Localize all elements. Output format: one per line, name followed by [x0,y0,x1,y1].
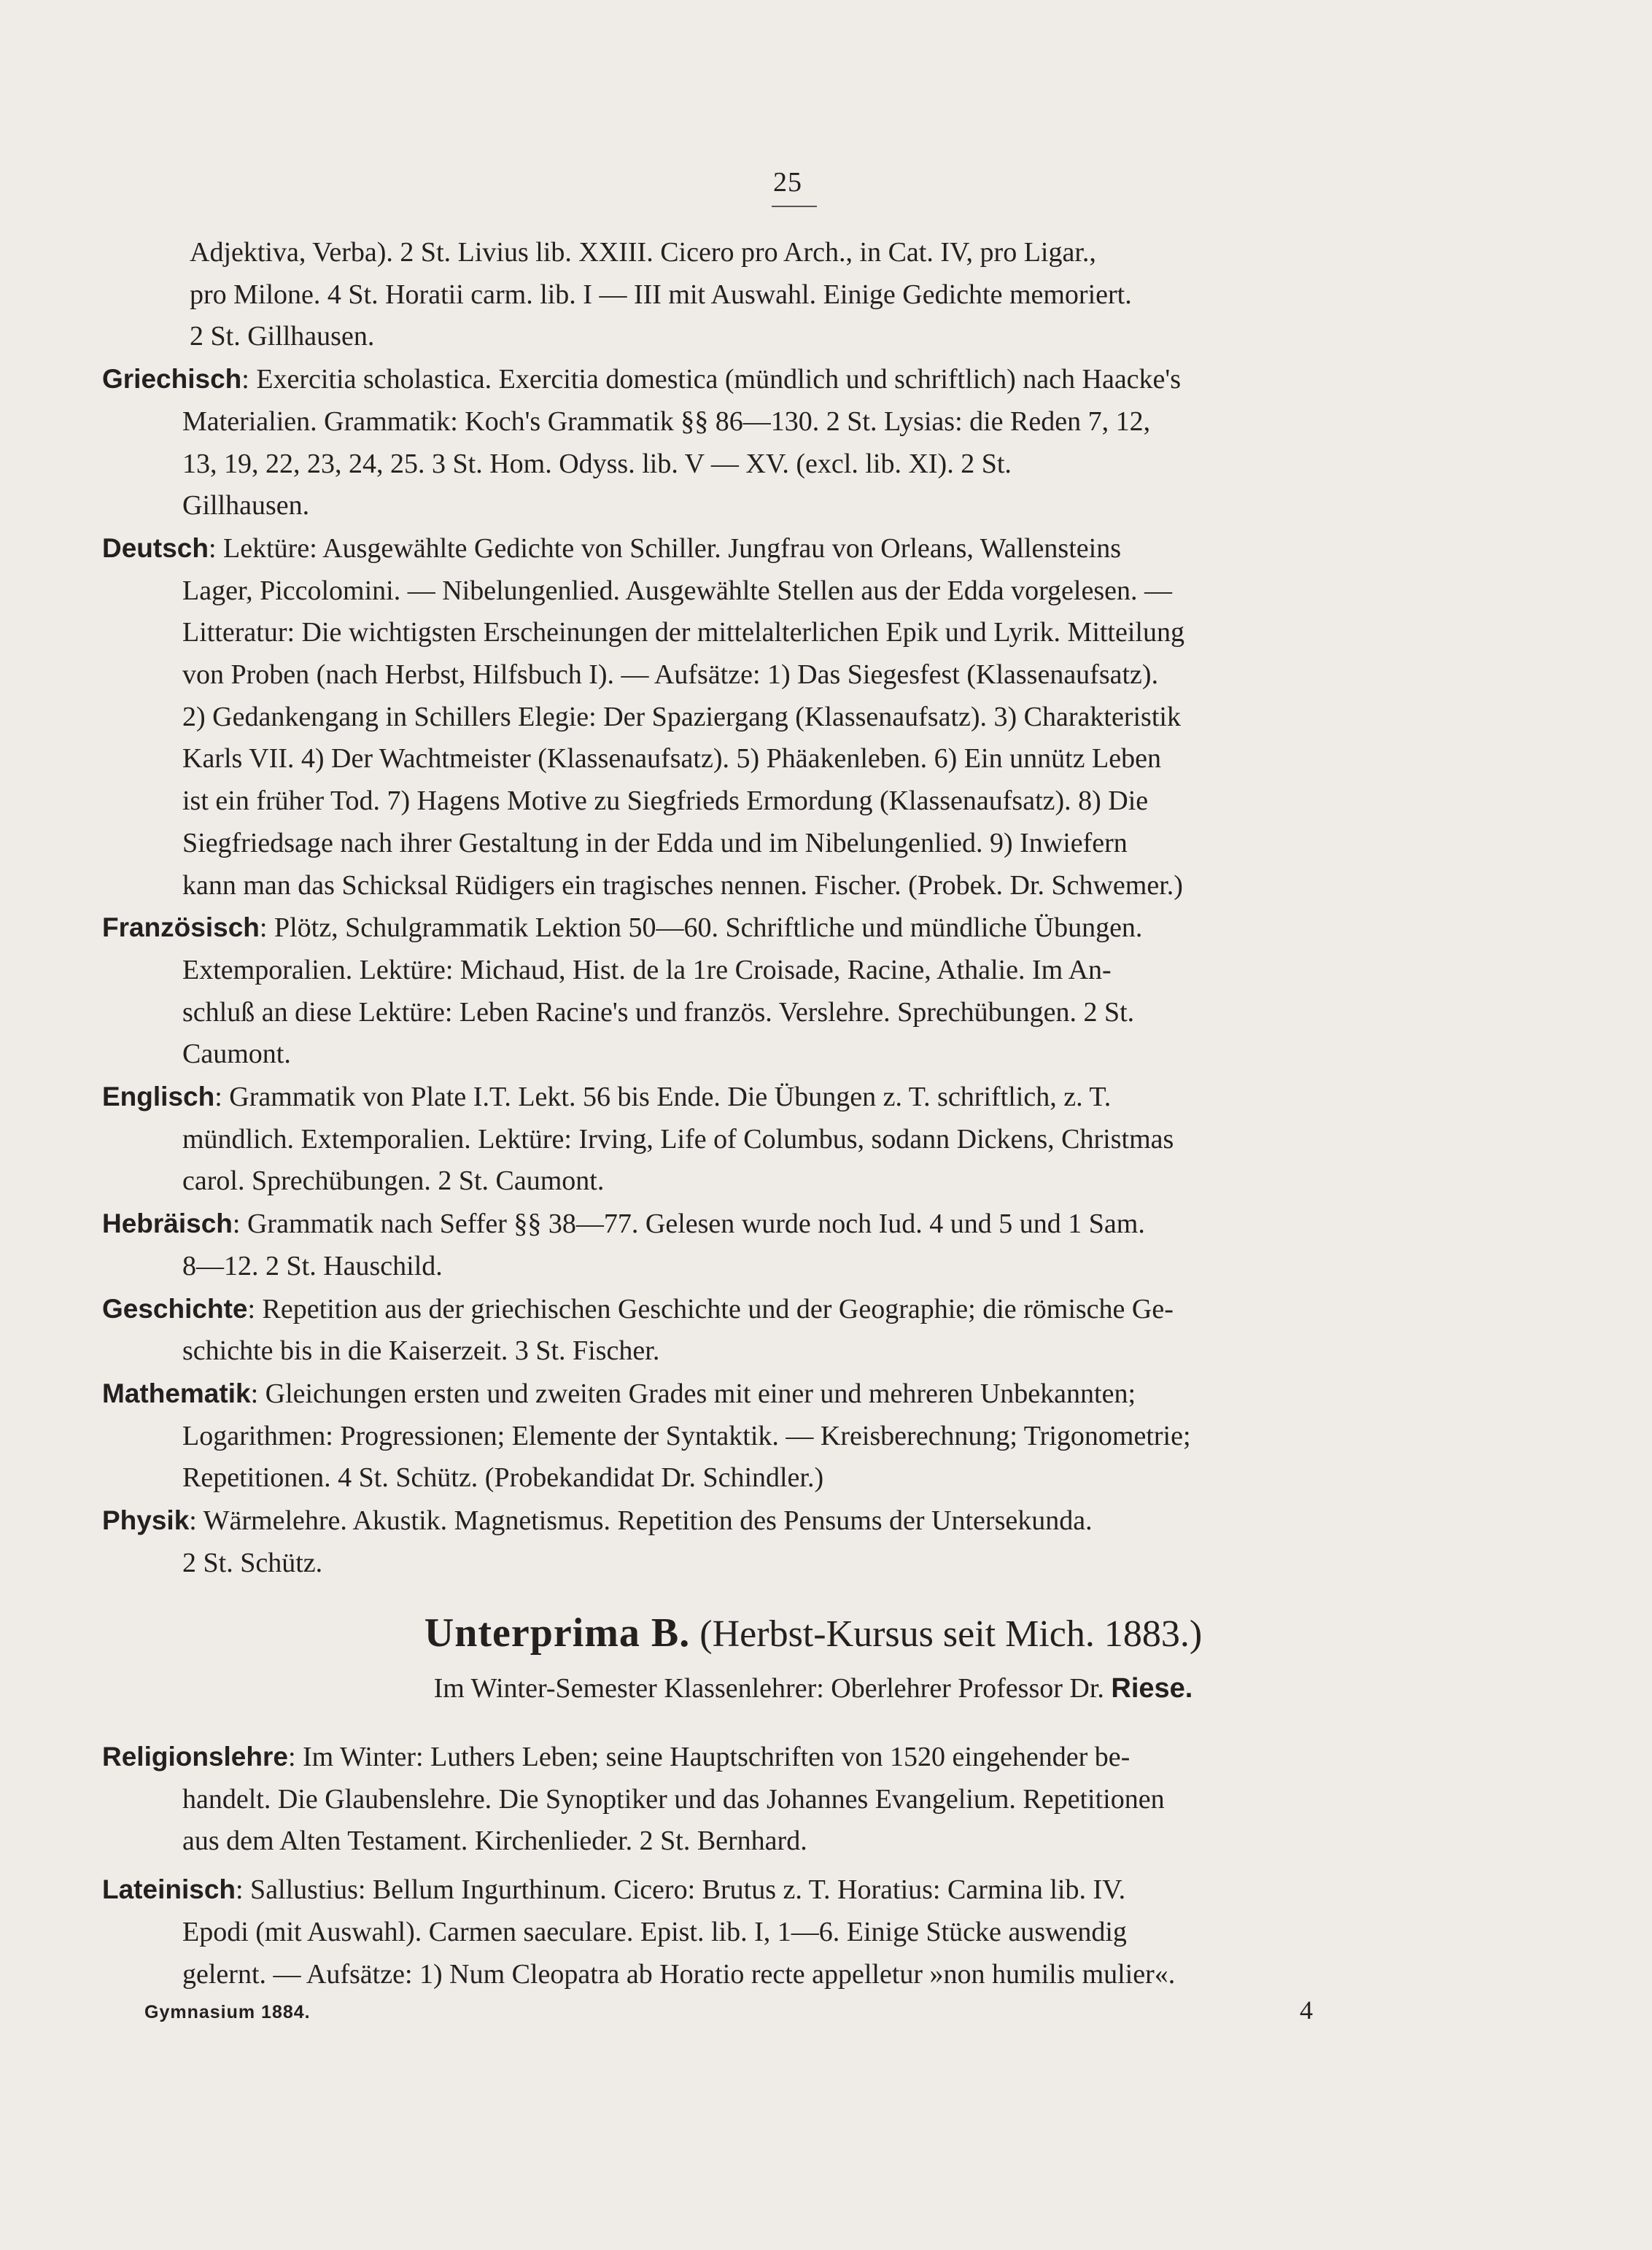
first-line [102,1505,1093,1536]
line: gelernt. — Aufsätze: 1) Num Cleopatra ab Horatio recte appelletur »non humilis mulier«. [182,1958,1176,1990]
first-line [102,1294,1174,1324]
line: mündlich. Extemporalien. Lektüre: Irving, Life of Columbus, sodann Dickens, Christmas [182,1123,1174,1155]
line: carol. Sprechübungen. 2 St. Caumont. [182,1165,605,1197]
section-title-bold: Unterprima B. [424,1610,691,1656]
first-line [102,533,1121,564]
subject-heading: Mathematik [102,1378,251,1408]
first-line [102,1209,1145,1239]
line: : Sallustius: Bellum Ingurthinum. Cicero: Brutus z. T. Horatius: Carmina lib. IV. [236,1874,1126,1906]
line: 2) Gedankengang in Schillers Elegie: Der Spaziergang (Klassenaufsatz). 3) Charakteristik [182,701,1181,732]
line: Extemporalien. Lektüre: Michaud, Hist. de la 1re Croisade, Racine, Athalie. Im An- [182,954,1112,985]
subject-entry-englisch [102,1076,1488,1203]
line: 13, 19, 22, 23, 24, 25. 3 St. Hom. Odyss. lib. V — XV. (excl. lib. XI). 2 St. [182,448,1012,479]
first-line [102,1874,1125,1905]
line: pro Milone. 4 St. Horatii carm. lib. I — III mit Auswahl. Einige Gedichte memoriert. [190,279,1132,310]
line: Logarithmen: Progressionen; Elemente der Syntaktik. — Kreisberechnung; Trigonometrie; [182,1420,1191,1451]
line: von Proben (nach Herbst, Hilfsbuch I). — Aufsätze: 1) Das Siegesfest (Klassenaufsatz). [182,659,1159,691]
line: schichte bis in die Kaiserzeit. 3 St. Fischer. [182,1335,660,1367]
footer-sheet-number: 4 [1300,1995,1313,2025]
subject-entry-griechisch [102,358,1488,527]
line: : Grammatik nach Seffer §§ 38—77. Gelesen wurde noch Iud. 4 und 5 und 1 Sam. [232,1209,1145,1240]
line: : Exercitia scholastica. Exercitia domestica (mündlich und schriftlich) nach Haacke's [241,364,1182,395]
bottom-subject-list [102,1736,1488,1995]
line: Karls VII. 4) Der Wachtmeister (Klassenaufsatz). 5) Phäakenleben. 6) Ein unnütz Leben [182,743,1161,775]
line: kann man das Schicksal Rüdigers ein tragisches nennen. Fischer. (Probek. Dr. Schwemer.) [182,869,1183,901]
line: Gillhausen. [182,490,310,521]
first-line [102,1082,1111,1112]
subject-entry-lateinisch [102,1869,1488,1995]
subject-heading: Französisch [102,912,260,943]
subject-heading: Religionslehre [102,1742,288,1772]
first-line [102,912,1142,943]
section-title-rest: (Herbst-Kursus seit Mich. 1883.) [690,1613,1203,1655]
top-subject-list [102,232,1488,1585]
subject-entry-deutsch [102,527,1488,907]
line: Lager, Piccolomini. — Nibelungenlied. Ausgewählte Stellen aus der Edda vorgelesen. — [182,575,1172,606]
line: : Lektüre: Ausgewählte Gedichte von Schiller. Jungfrau von Orleans, Wallensteins [208,532,1121,564]
line: : Gleichungen ersten und zweiten Grades mit einer und mehreren Unbekannten; [250,1378,1136,1409]
subject-entry-mathematik [102,1373,1488,1500]
section-subtitle [102,1672,1524,1704]
latin-continuation [102,232,1488,358]
subject-heading: Physik [102,1505,190,1536]
section-subtitle-prefix: Im Winter-Semester Klassenlehrer: Oberlehrer Professor Dr. [433,1673,1112,1704]
page-number: 25 [773,167,802,198]
subject-entry-hebraeisch [102,1203,1488,1287]
line: 2 St. Schütz. [182,1547,323,1578]
line: : Im Winter: Luthers Leben; seine Hauptschriften von 1520 eingehender be- [287,1742,1131,1772]
subject-heading: Englisch [102,1082,215,1112]
line: : Repetition aus der griechischen Geschichte und der Geographie; die römische Ge- [247,1293,1174,1324]
first-line [102,1742,1130,1772]
line: Litteratur: Die wichtigsten Erscheinungen der mittelalterlichen Epik und Lyrik. Mitteilung [182,617,1184,648]
subject-heading: Geschichte [102,1293,248,1324]
line: Siegfriedsage nach ihrer Gestaltung in der Edda und im Nibelungenlied. 9) Inwiefern [182,827,1128,858]
section-title [102,1610,1524,1656]
footer-signature: Gymnasium 1884. [144,2002,311,2022]
line: aus dem Alten Testament. Kirchenlieder. 2 St. Bernhard. [182,1826,807,1857]
subject-heading: Lateinisch [102,1874,236,1905]
subject-heading: Griechisch [102,364,242,395]
subject-heading: Hebräisch [102,1209,233,1239]
line: ist ein früher Tod. 7) Hagens Motive zu Siegfrieds Ermordung (Klassenaufsatz). 8) Die [182,785,1149,817]
line: Adjektiva, Verba). 2 St. Livius lib. XXIII. Cicero pro Arch., in Cat. IV, pro Ligar., [190,237,1096,268]
subject-entry-physik [102,1500,1488,1584]
subject-heading: Deutsch [102,532,209,563]
section-subtitle-name: Riese. [1111,1673,1193,1704]
line: Materialien. Grammatik: Koch's Grammatik §§ 86—130. 2 St. Lysias: die Reden 7, 12, [182,406,1151,437]
page-number-rule [772,206,817,207]
line: : Wärmelehre. Akustik. Magnetismus. Repetition des Pensums der Untersekunda. [189,1505,1093,1537]
line: handelt. Die Glaubenslehre. Die Synoptiker und das Johannes Evangelium. Repetitionen [182,1783,1165,1815]
first-line [102,364,1181,395]
subject-entry-geschichte [102,1288,1488,1373]
line: 2 St. Gillhausen. [190,321,375,352]
line: Epodi (mit Auswahl). Carmen saeculare. Epist. lib. I, 1—6. Einige Stücke auswendig [182,1916,1127,1947]
subject-entry-franzoesisch [102,907,1488,1076]
subject-entry-religionslehre [102,1736,1488,1863]
first-line [102,1378,1136,1409]
line: Repetitionen. 4 St. Schütz. (Probekandidat Dr. Schindler.) [182,1462,824,1494]
line: 8—12. 2 St. Hauschild. [182,1250,443,1281]
line: schluß an diese Lektüre: Leben Racine's und französ. Verslehre. Sprechübungen. 2 St. [182,996,1135,1028]
line: : Plötz, Schulgrammatik Lektion 50—60. Schriftliche und mündliche Übungen. [259,912,1143,944]
line: Caumont. [182,1039,291,1070]
line: : Grammatik von Plate I.T. Lekt. 56 bis Ende. Die Übungen z. T. schriftlich, z. T. [214,1082,1112,1113]
